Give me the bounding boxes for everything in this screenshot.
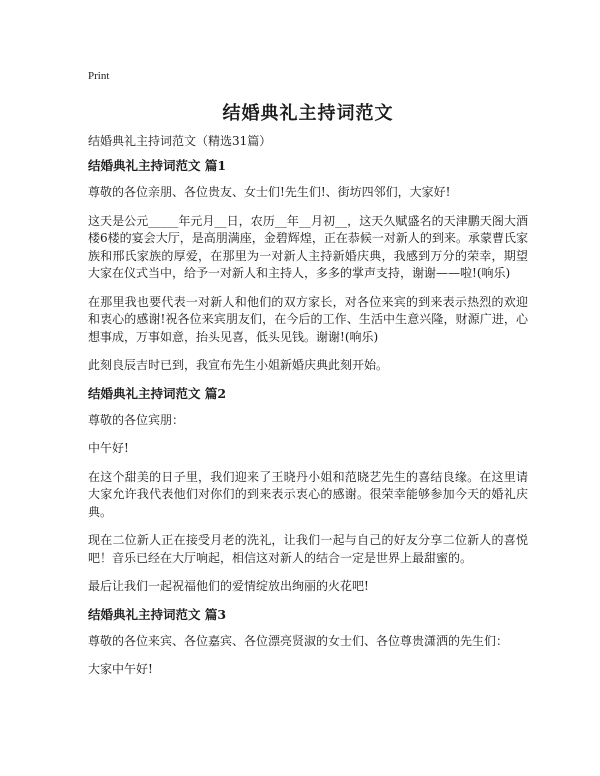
page-title: 结婚典礼主持词范文 <box>222 103 394 124</box>
paragraph: 尊敬的各位宾朋： <box>88 412 185 427</box>
section-heading: 结婚典礼主持词范文 篇2 <box>88 385 227 401</box>
paragraph: 这天是公元_____年元月__日，农历__年__月初__，这天久赋盛名的天津鹏天阁大酒楼6楼的宴会大厅，是高朋满座，金碧辉煌，正在恭候一对新人的到来。承蒙曹氏家族和邢氏家族的厚爱，在那里为一对新人主持新婚庆典，我感到万分的荣幸，期望大家在仪式当中，给予一对新人和主持人，多多的掌声支持，谢谢——啦!(响乐) <box>88 213 528 280</box>
paragraph: 中午好! <box>88 441 129 455</box>
paragraph: 此刻良辰吉时已到，我宣布先生小姐新婚庆典此刻开始。 <box>88 358 389 372</box>
section-heading: 结婚典礼主持词范文 篇3 <box>88 606 227 622</box>
paragraph: 尊敬的各位来宾、各位嘉宾、各位漂亮贤淑的女士们、各位尊贵潇洒的先生们： <box>88 633 509 648</box>
print-link[interactable]: Print <box>88 70 110 82</box>
paragraph: 在那里我也要代表一对新人和他们的双方家长，对各位来宾的到来表示热烈的欢迎和衷心的感谢!祝各位来宾朋友们，在今后的工作、生活中生意兴隆，财源广进，心想事成，万事如意，抬头见喜，低头见钱。谢谢!(响乐) <box>88 294 528 344</box>
paragraph: 尊敬的各位亲朋、各位贵友、女士们!先生们!、街坊四邻们，大家好! <box>88 185 451 199</box>
page-subtitle: 结婚典礼主持词范文（精选31篇） <box>88 134 272 148</box>
section-heading: 结婚典礼主持词范文 篇1 <box>88 158 227 173</box>
document-body <box>88 158 528 690</box>
paragraph: 大家中午好! <box>88 662 153 676</box>
paragraph: 最后让我们一起祝福他们的爱情绽放出绚丽的火花吧! <box>88 579 369 593</box>
paragraph: 在这个甜美的日子里，我们迎来了王晓丹小姐和范晓艺先生的喜结良缘。在这里请大家允许我代表他们对你们的到来表示衷心的感谢。很荣幸能够参加今天的婚礼庆典。 <box>88 469 528 519</box>
paragraph: 现在二位新人正在接受月老的洗礼，让我们一起与自己的好友分享二位新人的喜悦吧！音乐已经在大厅响起，相信这对新人的结合一定是世界上最甜蜜的。 <box>88 533 528 565</box>
